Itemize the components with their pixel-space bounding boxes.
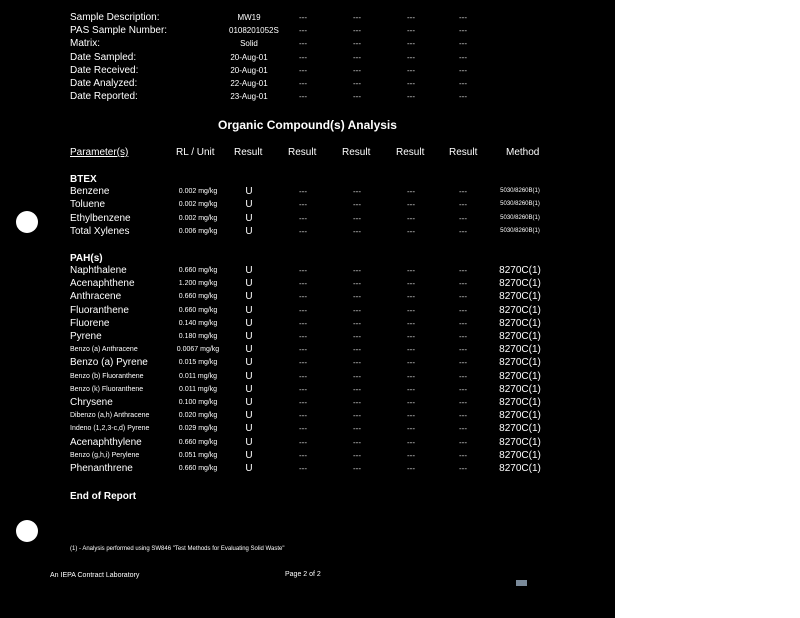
- empty-result-mark: ---: [299, 26, 307, 36]
- empty-result-mark: ---: [353, 13, 361, 22]
- reporting-limit: 0.006 mg/kg: [178, 227, 218, 235]
- empty-result-mark: ---: [299, 398, 307, 407]
- empty-result-mark: ---: [459, 92, 467, 102]
- empty-result-mark: ---: [299, 411, 307, 421]
- empty-result-mark: ---: [459, 200, 467, 210]
- analysis-method: 8270C(1): [499, 304, 541, 316]
- parameter-name: Benzo (a) Anthracene: [70, 346, 138, 354]
- empty-result-mark: ---: [407, 279, 415, 289]
- empty-result-mark: ---: [459, 464, 467, 473]
- empty-result-mark: ---: [299, 213, 307, 223]
- sample-info-value: 0108201052S: [229, 26, 279, 36]
- parameter-name: Ethylbenzene: [70, 212, 131, 224]
- result-value: U: [245, 370, 253, 382]
- empty-result-mark: ---: [407, 384, 415, 394]
- empty-result-mark: ---: [353, 384, 361, 394]
- result-value: U: [245, 423, 253, 435]
- result-value: U: [245, 383, 253, 395]
- parameter-name: Fluorene: [70, 317, 110, 329]
- reporting-limit: 0.051 mg/kg: [178, 451, 218, 459]
- analysis-method: 8270C(1): [499, 449, 541, 461]
- empty-result-mark: ---: [407, 200, 415, 210]
- reporting-limit: 0.660 mg/kg: [178, 306, 218, 314]
- empty-result-mark: ---: [407, 52, 415, 62]
- empty-result-mark: ---: [407, 266, 415, 275]
- parameter-name: Phenanthrene: [70, 463, 133, 474]
- empty-result-mark: ---: [459, 384, 467, 394]
- parameter-name: Fluoranthene: [70, 304, 129, 316]
- result-value: U: [245, 331, 253, 342]
- empty-result-mark: ---: [407, 226, 415, 236]
- result-value: U: [245, 291, 253, 303]
- empty-result-mark: ---: [407, 411, 415, 421]
- empty-result-mark: ---: [353, 464, 361, 473]
- empty-result-mark: ---: [459, 65, 467, 75]
- reporting-limit: 0.180 mg/kg: [178, 333, 218, 340]
- empty-result-mark: ---: [407, 187, 415, 196]
- empty-result-mark: ---: [353, 266, 361, 275]
- result-value: U: [245, 199, 253, 211]
- empty-result-mark: ---: [299, 384, 307, 394]
- empty-result-mark: ---: [407, 332, 415, 341]
- empty-result-mark: ---: [299, 424, 307, 434]
- header-result-2: Result: [288, 147, 317, 158]
- empty-result-mark: ---: [353, 305, 361, 315]
- empty-result-mark: ---: [459, 226, 467, 236]
- empty-result-mark: ---: [353, 92, 361, 102]
- reporting-limit: 0.002 mg/kg: [178, 214, 218, 222]
- empty-result-mark: ---: [353, 345, 361, 355]
- empty-result-mark: ---: [299, 226, 307, 236]
- analysis-method: 8270C(1): [499, 370, 541, 382]
- result-value: U: [245, 212, 253, 224]
- analysis-method: 8270C(1): [499, 423, 541, 435]
- empty-result-mark: ---: [459, 437, 467, 447]
- sample-info-value: 22-Aug-01: [230, 79, 268, 88]
- empty-result-mark: ---: [299, 345, 307, 355]
- empty-result-mark: ---: [353, 279, 361, 289]
- empty-result-mark: ---: [459, 39, 467, 49]
- parameter-name: Acenaphthylene: [70, 436, 142, 448]
- empty-result-mark: ---: [353, 79, 361, 88]
- analysis-method: 8270C(1): [499, 291, 541, 303]
- empty-result-mark: ---: [407, 371, 415, 381]
- reporting-limit: 0.020 mg/kg: [178, 412, 218, 420]
- empty-result-mark: ---: [407, 437, 415, 447]
- reporting-limit: 0.140 mg/kg: [178, 319, 218, 327]
- result-value: U: [245, 357, 253, 369]
- empty-result-mark: ---: [299, 450, 307, 460]
- empty-result-mark: ---: [299, 200, 307, 210]
- stamp-mark: [516, 580, 527, 586]
- empty-result-mark: ---: [459, 79, 467, 88]
- result-value: U: [245, 317, 253, 329]
- section-heading-pah: PAH(s): [70, 253, 103, 264]
- empty-result-mark: ---: [353, 292, 361, 302]
- sample-info-label: PAS Sample Number:: [70, 25, 168, 37]
- sample-info-label: Date Analyzed:: [70, 78, 138, 89]
- empty-result-mark: ---: [459, 358, 467, 368]
- header-result-1: Result: [234, 147, 263, 158]
- report-title: Organic Compound(s) Analysis: [218, 118, 397, 132]
- empty-result-mark: ---: [459, 424, 467, 434]
- sample-info-value: 20-Aug-01: [230, 65, 268, 75]
- punch-hole-bottom: [16, 520, 38, 542]
- parameter-name: Benzo (k) Fluoranthene: [70, 385, 144, 393]
- punch-hole-top: [16, 211, 38, 233]
- header-result-3: Result: [342, 147, 371, 158]
- parameter-name: Pyrene: [70, 331, 102, 342]
- empty-result-mark: ---: [353, 358, 361, 368]
- empty-result-mark: ---: [407, 305, 415, 315]
- result-value: U: [245, 397, 253, 408]
- analysis-method: 8270C(1): [499, 317, 541, 329]
- empty-result-mark: ---: [459, 398, 467, 407]
- analysis-method: 5030/8260B(1): [500, 227, 540, 234]
- parameter-name: Acenaphthene: [70, 278, 135, 290]
- empty-result-mark: ---: [299, 65, 307, 75]
- empty-result-mark: ---: [353, 26, 361, 36]
- empty-result-mark: ---: [407, 424, 415, 434]
- empty-result-mark: ---: [407, 13, 415, 22]
- analysis-method: 8270C(1): [499, 397, 541, 408]
- result-value: U: [245, 265, 253, 276]
- reporting-limit: 1.200 mg/kg: [178, 280, 218, 288]
- empty-result-mark: ---: [299, 437, 307, 447]
- empty-result-mark: ---: [407, 92, 415, 102]
- empty-result-mark: ---: [459, 213, 467, 223]
- parameter-name: Total Xylenes: [70, 225, 130, 237]
- empty-result-mark: ---: [299, 332, 307, 341]
- empty-result-mark: ---: [299, 79, 307, 88]
- header-result-5: Result: [449, 147, 478, 158]
- result-value: U: [245, 304, 253, 316]
- empty-result-mark: ---: [299, 292, 307, 302]
- empty-result-mark: ---: [299, 13, 307, 22]
- empty-result-mark: ---: [299, 279, 307, 289]
- empty-result-mark: ---: [459, 279, 467, 289]
- empty-result-mark: ---: [353, 437, 361, 447]
- empty-result-mark: ---: [299, 305, 307, 315]
- empty-result-mark: ---: [459, 52, 467, 62]
- sample-info-value: MW19: [237, 13, 261, 22]
- empty-result-mark: ---: [353, 200, 361, 210]
- page-number: Page 2 of 2: [285, 571, 321, 578]
- sample-info-label: Matrix:: [70, 38, 100, 50]
- parameter-name: Toluene: [70, 199, 106, 211]
- empty-result-mark: ---: [299, 318, 307, 328]
- analysis-method: 8270C(1): [499, 344, 541, 356]
- reporting-limit: 0.015 mg/kg: [178, 359, 218, 367]
- empty-result-mark: ---: [299, 187, 307, 196]
- result-value: U: [245, 436, 253, 448]
- empty-result-mark: ---: [353, 371, 361, 381]
- reporting-limit: 0.029 mg/kg: [178, 425, 218, 433]
- empty-result-mark: ---: [407, 398, 415, 407]
- parameter-name: Anthracene: [70, 291, 122, 303]
- empty-result-mark: ---: [459, 187, 467, 196]
- empty-result-mark: ---: [407, 65, 415, 75]
- end-of-report: End of Report: [70, 491, 137, 502]
- parameter-name: Chrysene: [70, 397, 113, 408]
- result-value: U: [245, 410, 253, 422]
- parameter-name: Indeno (1,2,3-c,d) Pyrene: [70, 425, 150, 433]
- result-value: U: [245, 225, 253, 237]
- reporting-limit: 0.100 mg/kg: [178, 399, 218, 406]
- reporting-limit: 0.002 mg/kg: [178, 188, 218, 195]
- analysis-method: 5030/8260B(1): [500, 201, 540, 208]
- reporting-limit: 0.660 mg/kg: [178, 267, 218, 274]
- empty-result-mark: ---: [299, 92, 307, 102]
- empty-result-mark: ---: [459, 450, 467, 460]
- empty-result-mark: ---: [299, 52, 307, 62]
- empty-result-mark: ---: [353, 398, 361, 407]
- empty-result-mark: ---: [353, 65, 361, 75]
- analysis-method: 8270C(1): [499, 383, 541, 395]
- empty-result-mark: ---: [407, 26, 415, 36]
- empty-result-mark: ---: [459, 266, 467, 275]
- empty-result-mark: ---: [459, 345, 467, 355]
- section-heading-btex: BTEX: [70, 174, 97, 185]
- empty-result-mark: ---: [407, 213, 415, 223]
- empty-result-mark: ---: [299, 464, 307, 473]
- parameter-name: Benzo (b) Fluoranthene: [70, 372, 144, 380]
- empty-result-mark: ---: [407, 292, 415, 302]
- reporting-limit: 0.0067 mg/kg: [176, 346, 220, 354]
- empty-result-mark: ---: [353, 318, 361, 328]
- reporting-limit: 0.660 mg/kg: [178, 438, 218, 446]
- empty-result-mark: ---: [407, 464, 415, 473]
- empty-result-mark: ---: [353, 52, 361, 62]
- empty-result-mark: ---: [459, 332, 467, 341]
- empty-result-mark: ---: [299, 39, 307, 49]
- analysis-method: 8270C(1): [499, 436, 541, 448]
- lab-name: An IEPA Contract Laboratory: [50, 572, 140, 579]
- sample-info-value: 20-Aug-01: [230, 52, 268, 62]
- empty-result-mark: ---: [353, 332, 361, 341]
- header-result-4: Result: [396, 147, 425, 158]
- analysis-method: 8270C(1): [499, 410, 541, 422]
- result-value: U: [245, 278, 253, 290]
- analysis-method: 8270C(1): [499, 463, 541, 474]
- analysis-method: 8270C(1): [499, 357, 541, 369]
- result-value: U: [245, 344, 253, 356]
- analysis-method: 5030/8260B(1): [500, 214, 540, 221]
- empty-result-mark: ---: [407, 358, 415, 368]
- parameter-name: Benzene: [70, 186, 110, 197]
- parameter-name: Naphthalene: [70, 265, 127, 276]
- reporting-limit: 0.660 mg/kg: [178, 293, 218, 301]
- empty-result-mark: ---: [299, 266, 307, 275]
- empty-result-mark: ---: [299, 371, 307, 381]
- empty-result-mark: ---: [353, 226, 361, 236]
- sample-info-label: Date Sampled:: [70, 51, 137, 63]
- parameter-name: Benzo (g,h,i) Perylene: [70, 451, 140, 459]
- analysis-method: 8270C(1): [499, 278, 541, 290]
- analysis-method: 5030/8260B(1): [500, 188, 540, 194]
- empty-result-mark: ---: [407, 345, 415, 355]
- empty-result-mark: ---: [353, 39, 361, 49]
- analysis-method: 8270C(1): [499, 265, 541, 276]
- header-rl-unit: RL / Unit: [176, 147, 215, 158]
- sample-info-value: Solid: [240, 39, 258, 49]
- empty-result-mark: ---: [407, 450, 415, 460]
- reporting-limit: 0.011 mg/kg: [178, 385, 217, 393]
- parameter-name: Dibenzo (a,h) Anthracene: [70, 412, 150, 420]
- empty-result-mark: ---: [459, 411, 467, 421]
- sample-info-label: Sample Description:: [70, 12, 160, 23]
- analysis-method: 8270C(1): [499, 331, 541, 342]
- reporting-limit: 0.011 mg/kg: [178, 372, 217, 380]
- empty-result-mark: ---: [353, 450, 361, 460]
- empty-result-mark: ---: [459, 13, 467, 22]
- sample-info-label: Date Reported:: [70, 91, 138, 103]
- header-method: Method: [506, 147, 540, 158]
- result-value: U: [245, 449, 253, 461]
- sample-info-value: 23-Aug-01: [230, 92, 268, 102]
- footnote: (1) - Analysis performed using SW846 "Test Methods for Evaluating Solid Waste": [70, 546, 285, 552]
- empty-result-mark: ---: [459, 292, 467, 302]
- reporting-limit: 0.660 mg/kg: [178, 465, 218, 472]
- empty-result-mark: ---: [353, 187, 361, 196]
- result-value: U: [245, 463, 253, 474]
- header-parameter: Parameter(s): [70, 147, 129, 158]
- empty-result-mark: ---: [353, 411, 361, 421]
- empty-result-mark: ---: [459, 305, 467, 315]
- empty-result-mark: ---: [459, 26, 467, 36]
- parameter-name: Benzo (a) Pyrene: [70, 357, 148, 369]
- sample-info-label: Date Received:: [70, 64, 139, 76]
- empty-result-mark: ---: [459, 371, 467, 381]
- empty-result-mark: ---: [353, 424, 361, 434]
- empty-result-mark: ---: [299, 358, 307, 368]
- empty-result-mark: ---: [353, 213, 361, 223]
- reporting-limit: 0.002 mg/kg: [178, 201, 218, 209]
- empty-result-mark: ---: [407, 318, 415, 328]
- empty-result-mark: ---: [407, 39, 415, 49]
- empty-result-mark: ---: [459, 318, 467, 328]
- empty-result-mark: ---: [407, 79, 415, 88]
- result-value: U: [245, 186, 253, 197]
